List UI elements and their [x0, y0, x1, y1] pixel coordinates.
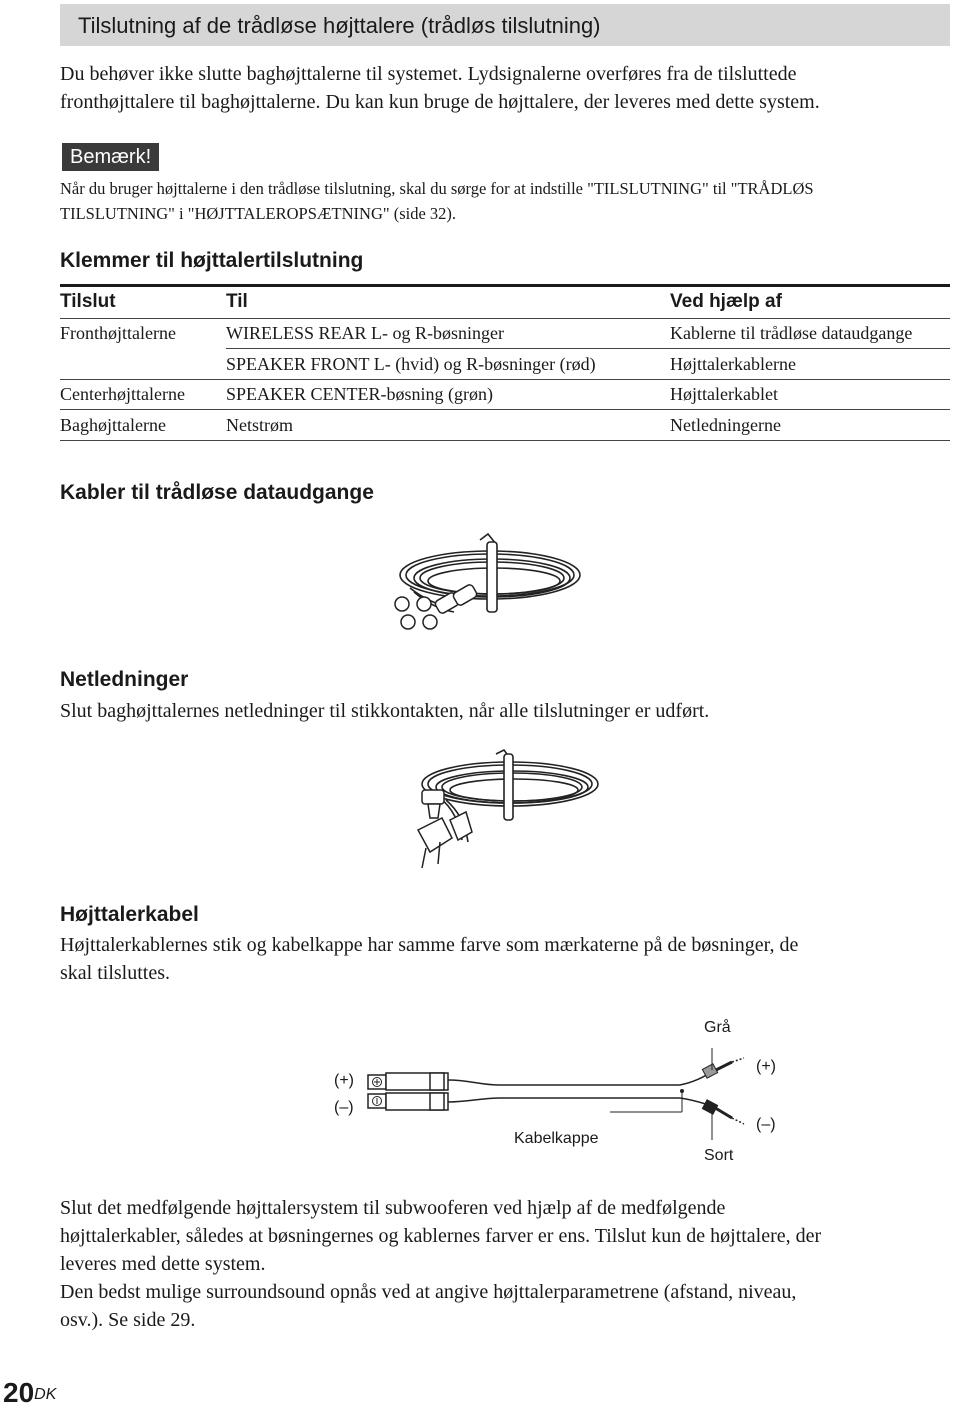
closing-line: højttalerkabler, således at bøsningernes og kablernes farver er ens. Tilslut kun de højttalere, der	[60, 1225, 822, 1247]
closing-paragraph	[60, 1194, 950, 1334]
table-cell: Højttalerkablerne	[670, 354, 796, 374]
table-header-tilslut: Tilslut	[60, 291, 116, 312]
table-cell: SPEAKER FRONT L- (hvid) og R-bøsninger (rød)	[226, 354, 596, 374]
page-number-value: 20	[3, 1377, 35, 1408]
intro-paragraph	[60, 60, 950, 116]
note-line: Når du bruger højttalerne i den trådløse tilslutning, skal du sørge for at indstille "TILSLUTNING" til "TRÅDLØS	[60, 179, 814, 198]
section-title: Tilslutning af de trådløse højttalere (trådløs tilslutning)	[78, 13, 601, 38]
closing-line: Slut det medfølgende højttalersystem til subwooferen ved hjælp af de medfølgende	[60, 1197, 726, 1219]
note-line: TILSLUTNING" i "HØJTTALEROPSÆTNING" (side 32).	[60, 204, 457, 223]
table-top-rule	[60, 284, 950, 287]
table-cell: SPEAKER CENTER-bøsning (grøn)	[226, 384, 493, 404]
label-plus-right: (+)	[756, 1058, 776, 1075]
wireless-cable-illustration	[380, 530, 590, 642]
closing-line: leveres med dette system.	[60, 1253, 266, 1275]
table-cell: Fronthøjttalerne	[60, 323, 176, 343]
label-plus-left: (+)	[334, 1072, 354, 1089]
intro-line: fronthøjttalere til baghøjttalerne. Du kan kun bruge de højttalere, der leveres med dette system.	[60, 91, 820, 113]
table-header-rule	[60, 318, 950, 319]
table-header-til: Til	[226, 291, 248, 312]
note-text	[60, 176, 950, 226]
table-row-rule	[60, 379, 950, 380]
power-cord-illustration	[400, 748, 600, 876]
table-cell: Højttalerkablet	[670, 384, 778, 404]
table-row-rule	[226, 348, 950, 349]
power-cords-heading: Netledninger	[60, 668, 189, 691]
speaker-cable-heading: Højttalerkabel	[60, 903, 199, 926]
speaker-cable-illustration	[360, 1040, 760, 1140]
label-sleeve: Kabelkappe	[514, 1130, 599, 1147]
note-badge: Bemærk!	[62, 143, 159, 171]
table-row-rule	[60, 409, 950, 410]
speaker-cable-text	[60, 931, 950, 987]
table-cell: Netstrøm	[226, 415, 293, 435]
page-number-suffix: DK	[34, 1386, 57, 1403]
table-cell: Netledningerne	[670, 415, 781, 435]
intro-line: Du behøver ikke slutte baghøjttalerne til systemet. Lydsignalerne overføres fra de tilsluttede	[60, 63, 797, 85]
label-black: Sort	[704, 1147, 734, 1164]
closing-line: osv.). Se side 29.	[60, 1309, 196, 1331]
power-cords-text: Slut baghøjttalernes netledninger til stikkontakten, når alle tilslutninger er udført.	[60, 700, 710, 722]
closing-line: Den bedst mulige surroundsound opnås ved at angive højttalerparametrene (afstand, niveau,	[60, 1281, 797, 1303]
table-cell: Baghøjttalerne	[60, 415, 166, 435]
terminals-heading: Klemmer til højttalertilslutning	[60, 249, 364, 272]
table-cell: WIRELESS REAR L- og R-bøsninger	[226, 323, 504, 343]
label-gray: Grå	[704, 1019, 731, 1036]
page-number	[3, 1377, 56, 1409]
table-cell: Centerhøjttalerne	[60, 384, 185, 404]
table-bottom-rule	[60, 440, 950, 441]
wireless-cables-heading: Kabler til trådløse dataudgange	[60, 481, 374, 504]
label-minus-left: (–)	[334, 1099, 354, 1116]
table-header-ved-hjaelp-af: Ved hjælp af	[670, 291, 782, 312]
speaker-cable-line: skal tilsluttes.	[60, 962, 170, 984]
speaker-cable-line: Højttalerkablernes stik og kabelkappe har samme farve som mærkaterne på de bøsninger, de	[60, 934, 799, 956]
table-cell: Kablerne til trådløse dataudgange	[670, 323, 913, 343]
label-minus-right: (–)	[756, 1116, 776, 1133]
